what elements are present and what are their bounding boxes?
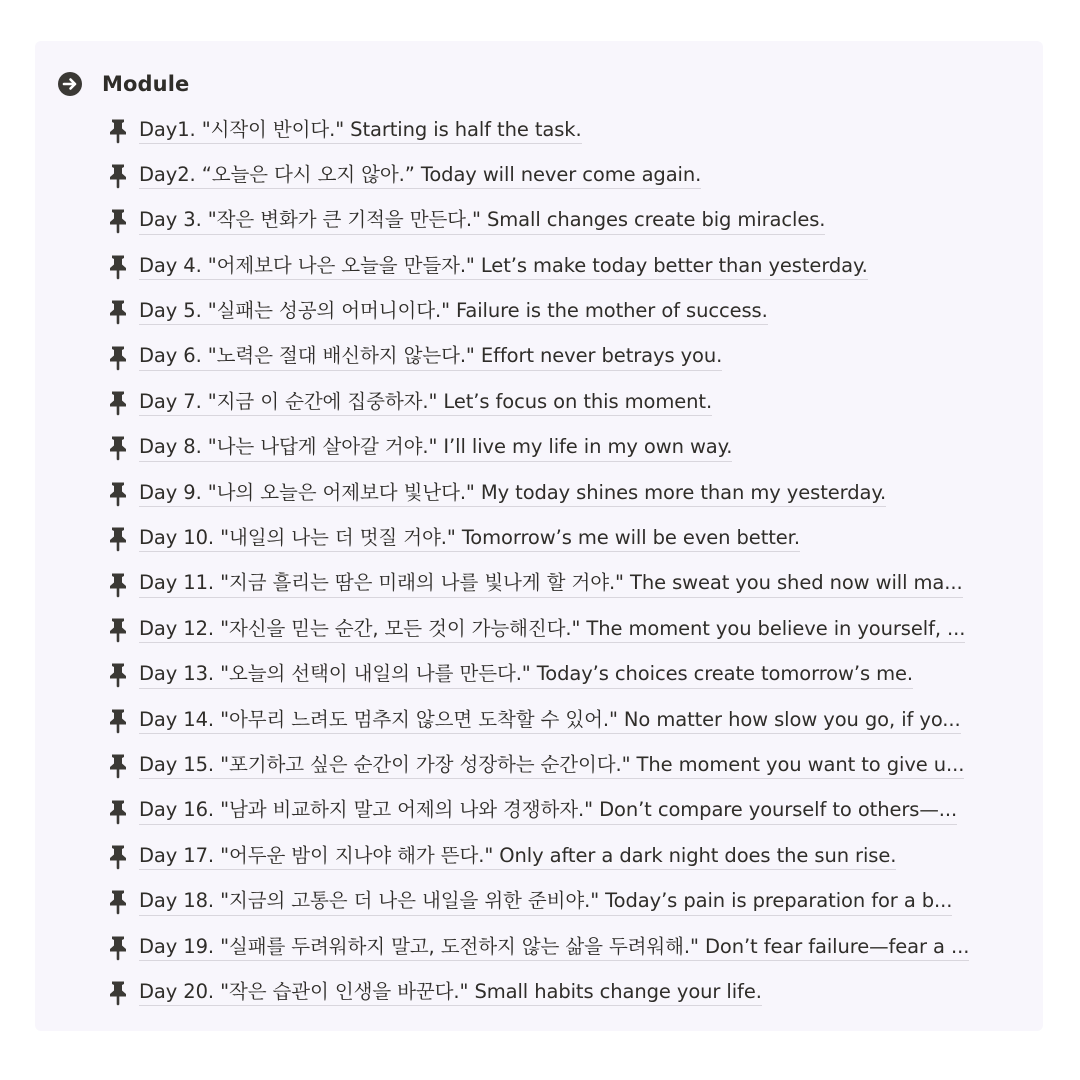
day-link[interactable]: Day 10. "내일의 나는 더 멋질 거야." Tomorrow’s me will be even better. [139,526,800,552]
list-item-day-11[interactable] [105,562,1015,607]
module-title: Module [102,72,190,96]
day-link[interactable]: Day 15. "포기하고 싶은 순간이 가장 성장하는 순간이다." The moment you want to give u... [139,753,964,779]
list-item-day-12[interactable] [105,607,1015,652]
list-item-day-6[interactable] [105,335,1015,380]
pushpin-icon [105,753,131,779]
list-item-day-17[interactable] [105,834,1015,879]
arrow-right-circle-icon[interactable] [57,71,83,97]
list-item-day-2[interactable] [105,153,1015,198]
pushpin-icon [105,345,131,371]
pushpin-icon [105,572,131,598]
day-link[interactable]: Day 8. "나는 나답게 살아갈 거야." I’ll live my life in my own way. [139,435,732,461]
list-item-day-19[interactable] [105,925,1015,970]
day-link[interactable]: Day 18. "지금의 고통은 더 나은 내일을 위한 준비야." Today’s pain is preparation for a b... [139,889,952,915]
list-item-day-16[interactable] [105,789,1015,834]
list-item-day-13[interactable] [105,653,1015,698]
day-link[interactable]: Day 9. "나의 오늘은 어제보다 빛난다." My today shines more than my yesterday. [139,481,886,507]
pushpin-icon [105,844,131,870]
pushpin-icon [105,208,131,234]
pushpin-icon [105,390,131,416]
pushpin-icon [105,299,131,325]
day-list [105,108,1015,1016]
pushpin-icon [105,708,131,734]
day-link[interactable]: Day1. "시작이 반이다." Starting is half the task. [139,118,582,144]
list-item-day-7[interactable] [105,380,1015,425]
pushpin-icon [105,435,131,461]
day-link[interactable]: Day 4. "어제보다 나은 오늘을 만들자." Let’s make today better than yesterday. [139,254,868,280]
list-item-day-10[interactable] [105,517,1015,562]
day-link[interactable]: Day 6. "노력은 절대 배신하지 않는다." Effort never betrays you. [139,344,722,370]
day-link[interactable]: Day2. “오늘은 다시 오지 않아.” Today will never come again. [139,163,701,189]
list-item-day-9[interactable] [105,471,1015,516]
pushpin-icon [105,662,131,688]
day-link[interactable]: Day 7. "지금 이 순간에 집중하자." Let’s focus on this moment. [139,390,712,416]
list-item-day-20[interactable] [105,970,1015,1015]
day-link[interactable]: Day 11. "지금 흘리는 땀은 미래의 나를 빛나게 할 거야." The sweat you shed now will ma... [139,571,963,597]
pushpin-icon [105,118,131,144]
pushpin-icon [105,526,131,552]
day-link[interactable]: Day 20. "작은 습관이 인생을 바꾼다." Small habits change your life. [139,980,762,1006]
pushpin-icon [105,799,131,825]
list-item-day-4[interactable] [105,244,1015,289]
list-item-day-14[interactable] [105,698,1015,743]
pushpin-icon [105,481,131,507]
day-link[interactable]: Day 14. "아무리 느려도 멈추지 않으면 도착할 수 있어." No matter how slow you go, if yo... [139,708,961,734]
day-link[interactable]: Day 5. "실패는 성공의 어머니이다." Failure is the mother of success. [139,299,768,325]
pushpin-icon [105,935,131,961]
list-item-day-5[interactable] [105,290,1015,335]
day-link[interactable]: Day 12. "자신을 믿는 순간, 모든 것이 가능해진다." The moment you believe in yourself, ... [139,617,965,643]
pushpin-icon [105,163,131,189]
list-item-day-3[interactable] [105,199,1015,244]
day-link[interactable]: Day 13. "오늘의 선택이 내일의 나를 만든다." Today’s choices create tomorrow’s me. [139,662,913,688]
list-item-day-1[interactable] [105,108,1015,153]
day-link[interactable]: Day 16. "남과 비교하지 말고 어제의 나와 경쟁하자." Don’t compare yourself to others—... [139,798,957,824]
list-item-day-18[interactable] [105,880,1015,925]
day-link[interactable]: Day 19. "실패를 두려워하지 말고, 도전하지 않는 삶을 두려워해." Don’t fear failure—fear a ... [139,935,969,961]
module-header[interactable] [57,68,189,100]
list-item-day-15[interactable] [105,743,1015,788]
day-link[interactable]: Day 3. "작은 변화가 큰 기적을 만든다." Small changes create big miracles. [139,208,825,234]
day-link[interactable]: Day 17. "어두운 밤이 지나야 해가 뜬다." Only after a dark night does the sun rise. [139,844,896,870]
list-item-day-8[interactable] [105,426,1015,471]
pushpin-icon [105,980,131,1006]
pushpin-icon [105,617,131,643]
pushpin-icon [105,889,131,915]
pushpin-icon [105,254,131,280]
